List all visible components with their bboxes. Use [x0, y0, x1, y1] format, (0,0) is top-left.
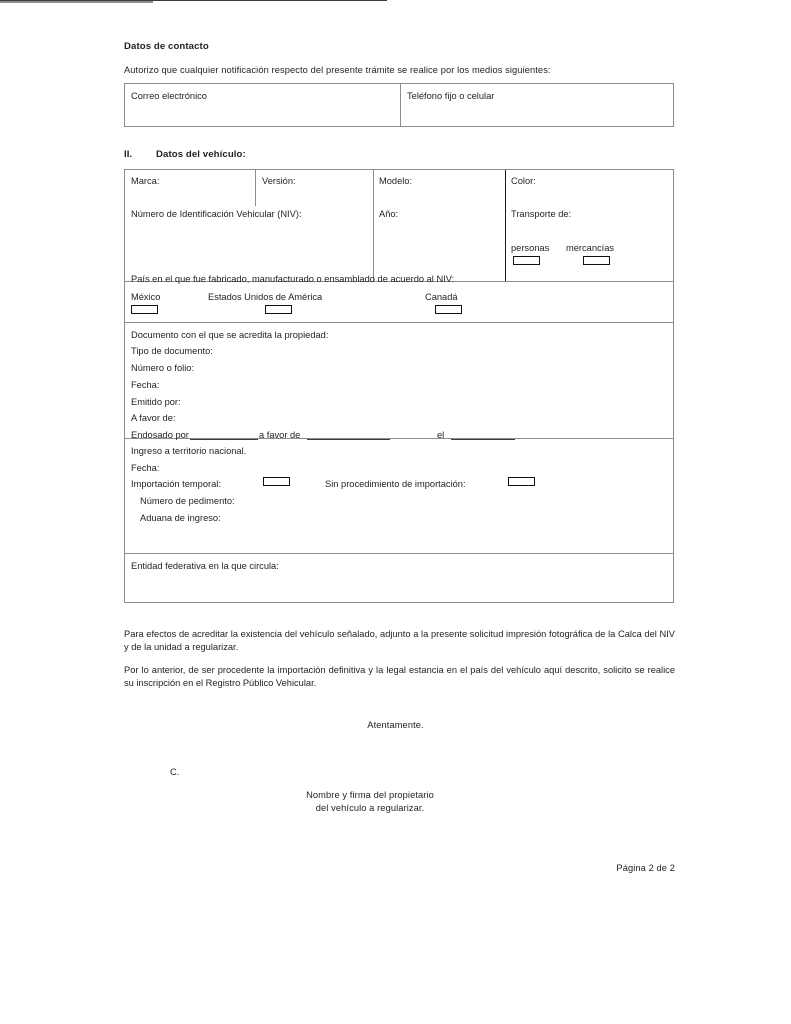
document-input-tipo[interactable]: [234, 343, 664, 357]
section-2-number: II.: [124, 149, 133, 160]
vehicle-country-prompt: País en el que fue fabricado, manufacturado o ensamblado de acuerdo al NIV:: [131, 274, 455, 284]
document-label-endosado-el: el: [437, 430, 445, 440]
entry-label-fecha: Fecha:: [131, 463, 160, 473]
contact-intro-text: Autorizo que cualquier notificación respecto del presente trámite se realice por los medios siguientes:: [124, 65, 551, 75]
document-label-fecha: Fecha:: [131, 380, 160, 390]
contact-section-heading: Datos de contacto: [124, 41, 209, 52]
footer-rule: [0, 1, 153, 3]
document-input-folio[interactable]: [218, 360, 664, 374]
document-label-tipo: Tipo de documento:: [131, 346, 213, 356]
contact-field-input-email[interactable]: [131, 103, 393, 123]
vehicle-input-niv[interactable]: [131, 222, 369, 238]
vehicle-table-divider-modelo: [373, 170, 374, 281]
state-input-entidad[interactable]: [131, 574, 664, 596]
entry-label-importacion-temporal: Importación temporal:: [131, 479, 221, 489]
document-label-afavor: A favor de:: [131, 413, 176, 423]
section-2-title: Datos del vehículo:: [156, 149, 246, 160]
state-label-entidad: Entidad federativa en la que circula:: [131, 561, 279, 571]
vehicle-label-anio: Año:: [379, 209, 399, 219]
signature-caption-line-2: del vehículo a regularizar.: [315, 802, 425, 813]
vehicle-table-row-divider-3: [124, 553, 674, 554]
contact-field-label-email: Correo electrónico: [131, 91, 207, 101]
document-input-fecha[interactable]: [166, 377, 664, 391]
document-input-afavor[interactable]: [177, 410, 664, 424]
vehicle-country-label-canada: Canadá: [425, 292, 458, 302]
vehicle-checkbox-eua[interactable]: [265, 305, 292, 314]
document-input-endosado-beneficiario[interactable]: [307, 439, 390, 440]
vehicle-option-label-mercancias: mercancías: [566, 243, 615, 253]
signature-caption: [170, 789, 570, 814]
vehicle-label-marca: Marca:: [131, 176, 160, 186]
vehicle-label-version: Versión:: [262, 176, 296, 186]
entry-input-fecha[interactable]: [166, 460, 664, 474]
entry-input-aduana[interactable]: [248, 510, 664, 524]
document-section-title: Documento con el que se acredita la propiedad:: [131, 330, 329, 340]
signature-caption-line-1: Nombre y firma del propietario: [306, 790, 434, 800]
document-input-emitido[interactable]: [190, 394, 664, 408]
vehicle-checkbox-canada[interactable]: [435, 305, 462, 314]
entry-input-numero-pedimento[interactable]: [260, 493, 664, 507]
body-paragraph-photo-evidence: Para efectos de acreditar la existencia del vehículo señalado, adjunto a la presente solicitud impresión fotográfica de la Calca del NIV y de la unidad a regularizar.: [124, 629, 675, 653]
vehicle-checkbox-personas[interactable]: [513, 256, 540, 265]
entry-section-title: Ingreso a territorio nacional.: [131, 446, 247, 456]
vehicle-input-anio[interactable]: [406, 206, 501, 220]
entry-label-aduana: Aduana de ingreso:: [140, 513, 221, 523]
contact-field-input-phone[interactable]: [407, 103, 667, 123]
vehicle-table-divider-color: [505, 170, 506, 281]
vehicle-table-row-divider-1: [124, 322, 674, 323]
vehicle-checkbox-mexico[interactable]: [131, 305, 158, 314]
vehicle-label-modelo: Modelo:: [379, 176, 413, 186]
page-number: Página 2 de 2: [616, 863, 675, 873]
closing-salutation: Atentamente.: [367, 720, 424, 730]
vehicle-checkbox-mercancias[interactable]: [583, 256, 610, 265]
document-label-emitido: Emitido por:: [131, 397, 181, 407]
entry-checkbox-sin-procedimiento[interactable]: [508, 477, 535, 486]
vehicle-label-transporte: Transporte de:: [511, 209, 572, 219]
vehicle-country-label-mexico: México: [131, 292, 161, 302]
document-label-endosado: Endosado por: [131, 430, 189, 440]
signature-prefix: C.: [170, 767, 180, 777]
vehicle-input-color[interactable]: [545, 173, 669, 187]
entry-label-sin-procedimiento: Sin procedimiento de importación:: [325, 479, 466, 489]
vehicle-table-divider-version: [255, 170, 256, 206]
entry-checkbox-importacion-temporal[interactable]: [263, 477, 290, 486]
vehicle-label-color: Color:: [511, 176, 536, 186]
vehicle-label-niv: Número de Identificación Vehicular (NIV):: [131, 209, 302, 219]
contact-field-label-phone: Teléfono fijo o celular: [407, 91, 495, 101]
entry-label-numero-pedimento: Número de pedimento:: [140, 496, 235, 506]
document-label-endosado-afavor: a favor de: [259, 430, 301, 440]
vehicle-option-label-personas: personas: [511, 243, 550, 253]
document-label-folio: Número o folio:: [131, 363, 195, 373]
vehicle-input-modelo[interactable]: [427, 173, 501, 187]
body-paragraph-request: Por lo anterior, de ser procedente la importación definitiva y la legal estancia en el país del vehículo aquí descrito, solicito se realice su inscripción en el Registro Público Vehicular.: [124, 665, 675, 689]
document-input-endosado-fecha[interactable]: [451, 439, 515, 440]
vehicle-input-marca[interactable]: [176, 173, 250, 187]
vehicle-input-version[interactable]: [310, 173, 368, 187]
document-input-endosado-por[interactable]: [190, 439, 258, 440]
contact-table-column-divider: [400, 83, 401, 127]
vehicle-country-label-eua: Estados Unidos de América: [208, 292, 323, 302]
